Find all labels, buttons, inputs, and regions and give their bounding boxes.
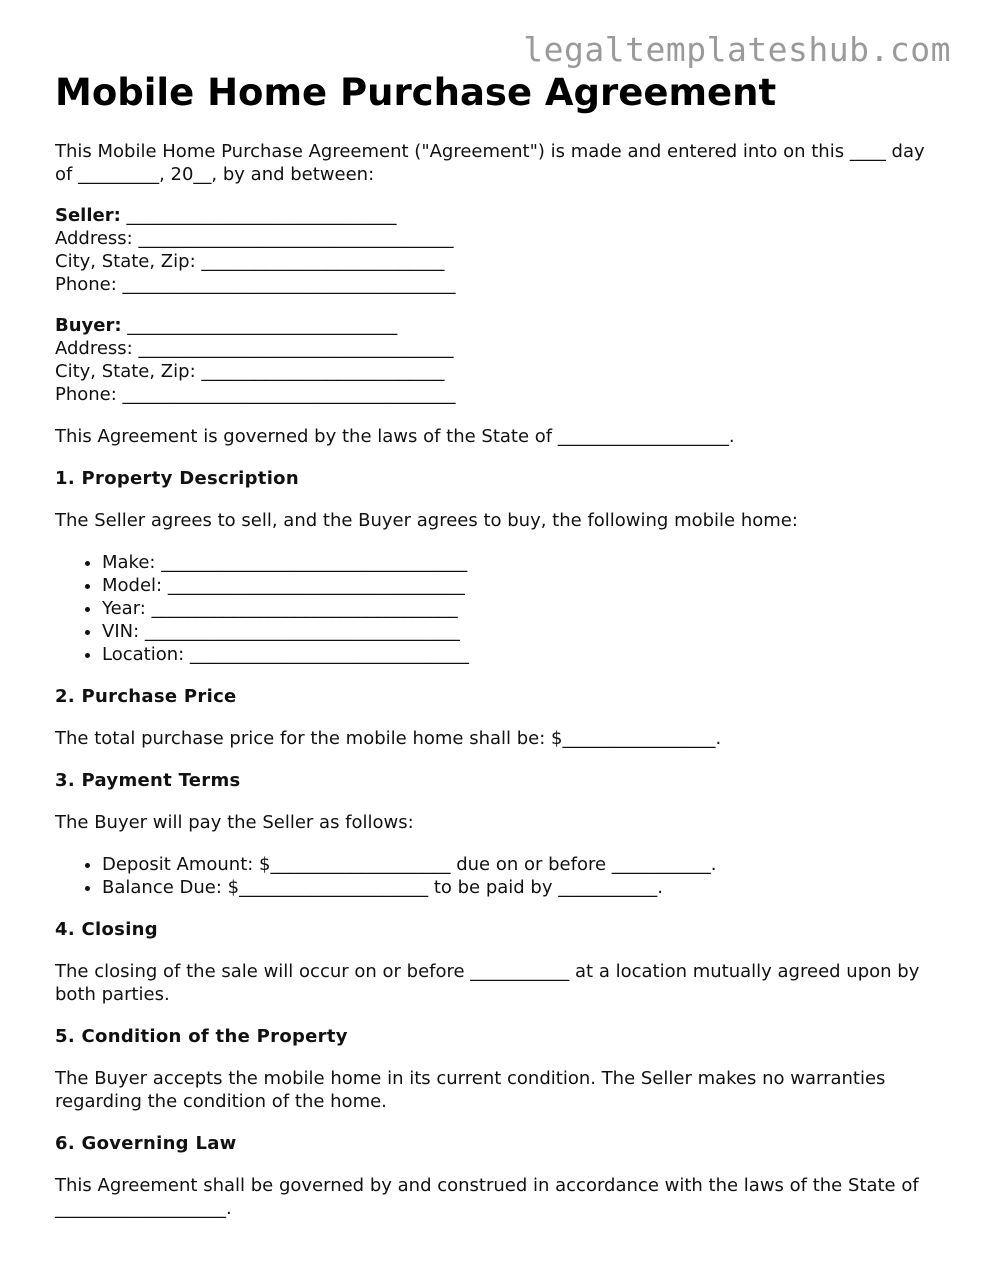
seller-name-line [55, 204, 935, 227]
section-property-text: The Seller agrees to sell, and the Buyer agrees to buy, the following mobile home: [55, 510, 798, 531]
seller-name-blank: ______________________________ [126, 205, 397, 226]
governed-by-line: This Agreement is governed by the laws of the State of ___________________. [55, 426, 735, 447]
seller-phone-line: Phone: _____________________________________ [55, 274, 456, 295]
page-title: Mobile Home Purchase Agreement [55, 71, 777, 114]
seller-label: Seller: [55, 205, 121, 226]
section-law-text: This Agreement shall be governed by and construed in accordance with the laws of the State of ___________________. [55, 1175, 919, 1219]
list-item: • Make: __________________________________ [102, 551, 935, 574]
list-item: • Deposit Amount: $____________________ due on or before ___________. [102, 853, 935, 876]
document-page [55, 70, 935, 1220]
section-price-text: The total purchase price for the mobile home shall be: $_________________. [55, 728, 722, 749]
list-item: • Model: _________________________________ [102, 574, 935, 597]
section-closing-heading: 4. Closing [55, 919, 158, 940]
section-payment-heading: 3. Payment Terms [55, 770, 241, 791]
section-property-heading: 1. Property Description [55, 468, 299, 489]
section-condition-text: The Buyer accepts the mobile home in its current condition. The Seller makes no warranties regarding the condition of the home. [55, 1068, 886, 1112]
buyer-name-line [55, 314, 935, 337]
buyer-address-line: Address: ___________________________________ [55, 338, 454, 359]
buyer-label: Buyer: [55, 315, 122, 336]
section-law-heading: 6. Governing Law [55, 1133, 237, 1154]
seller-block [55, 204, 935, 296]
buyer-city-line: City, State, Zip: ___________________________ [55, 361, 445, 382]
buyer-phone-line: Phone: _____________________________________ [55, 384, 456, 405]
property-list [55, 551, 935, 666]
buyer-name-blank: ______________________________ [127, 315, 398, 336]
seller-address-line: Address: ___________________________________ [55, 228, 454, 249]
payment-list [55, 853, 935, 899]
seller-city-line: City, State, Zip: ___________________________ [55, 251, 445, 272]
list-item: • Location: _______________________________ [102, 643, 935, 666]
list-item: • VIN: ___________________________________ [102, 620, 935, 643]
section-closing-text: The closing of the sale will occur on or before ___________ at a location mutually agreed upon by both parties. [55, 961, 920, 1005]
section-condition-heading: 5. Condition of the Property [55, 1026, 348, 1047]
section-price-heading: 2. Purchase Price [55, 686, 237, 707]
watermark: legaltemplateshub.com [523, 30, 951, 69]
list-item: • Balance Due: $_____________________ to be paid by ___________. [102, 876, 935, 899]
list-item: • Year: __________________________________ [102, 597, 935, 620]
section-payment-text: The Buyer will pay the Seller as follows: [55, 812, 414, 833]
buyer-block [55, 314, 935, 406]
intro-paragraph: This Mobile Home Purchase Agreement ("Agreement") is made and entered into on this ____ day of _________, 20__, by and between: [55, 141, 925, 185]
